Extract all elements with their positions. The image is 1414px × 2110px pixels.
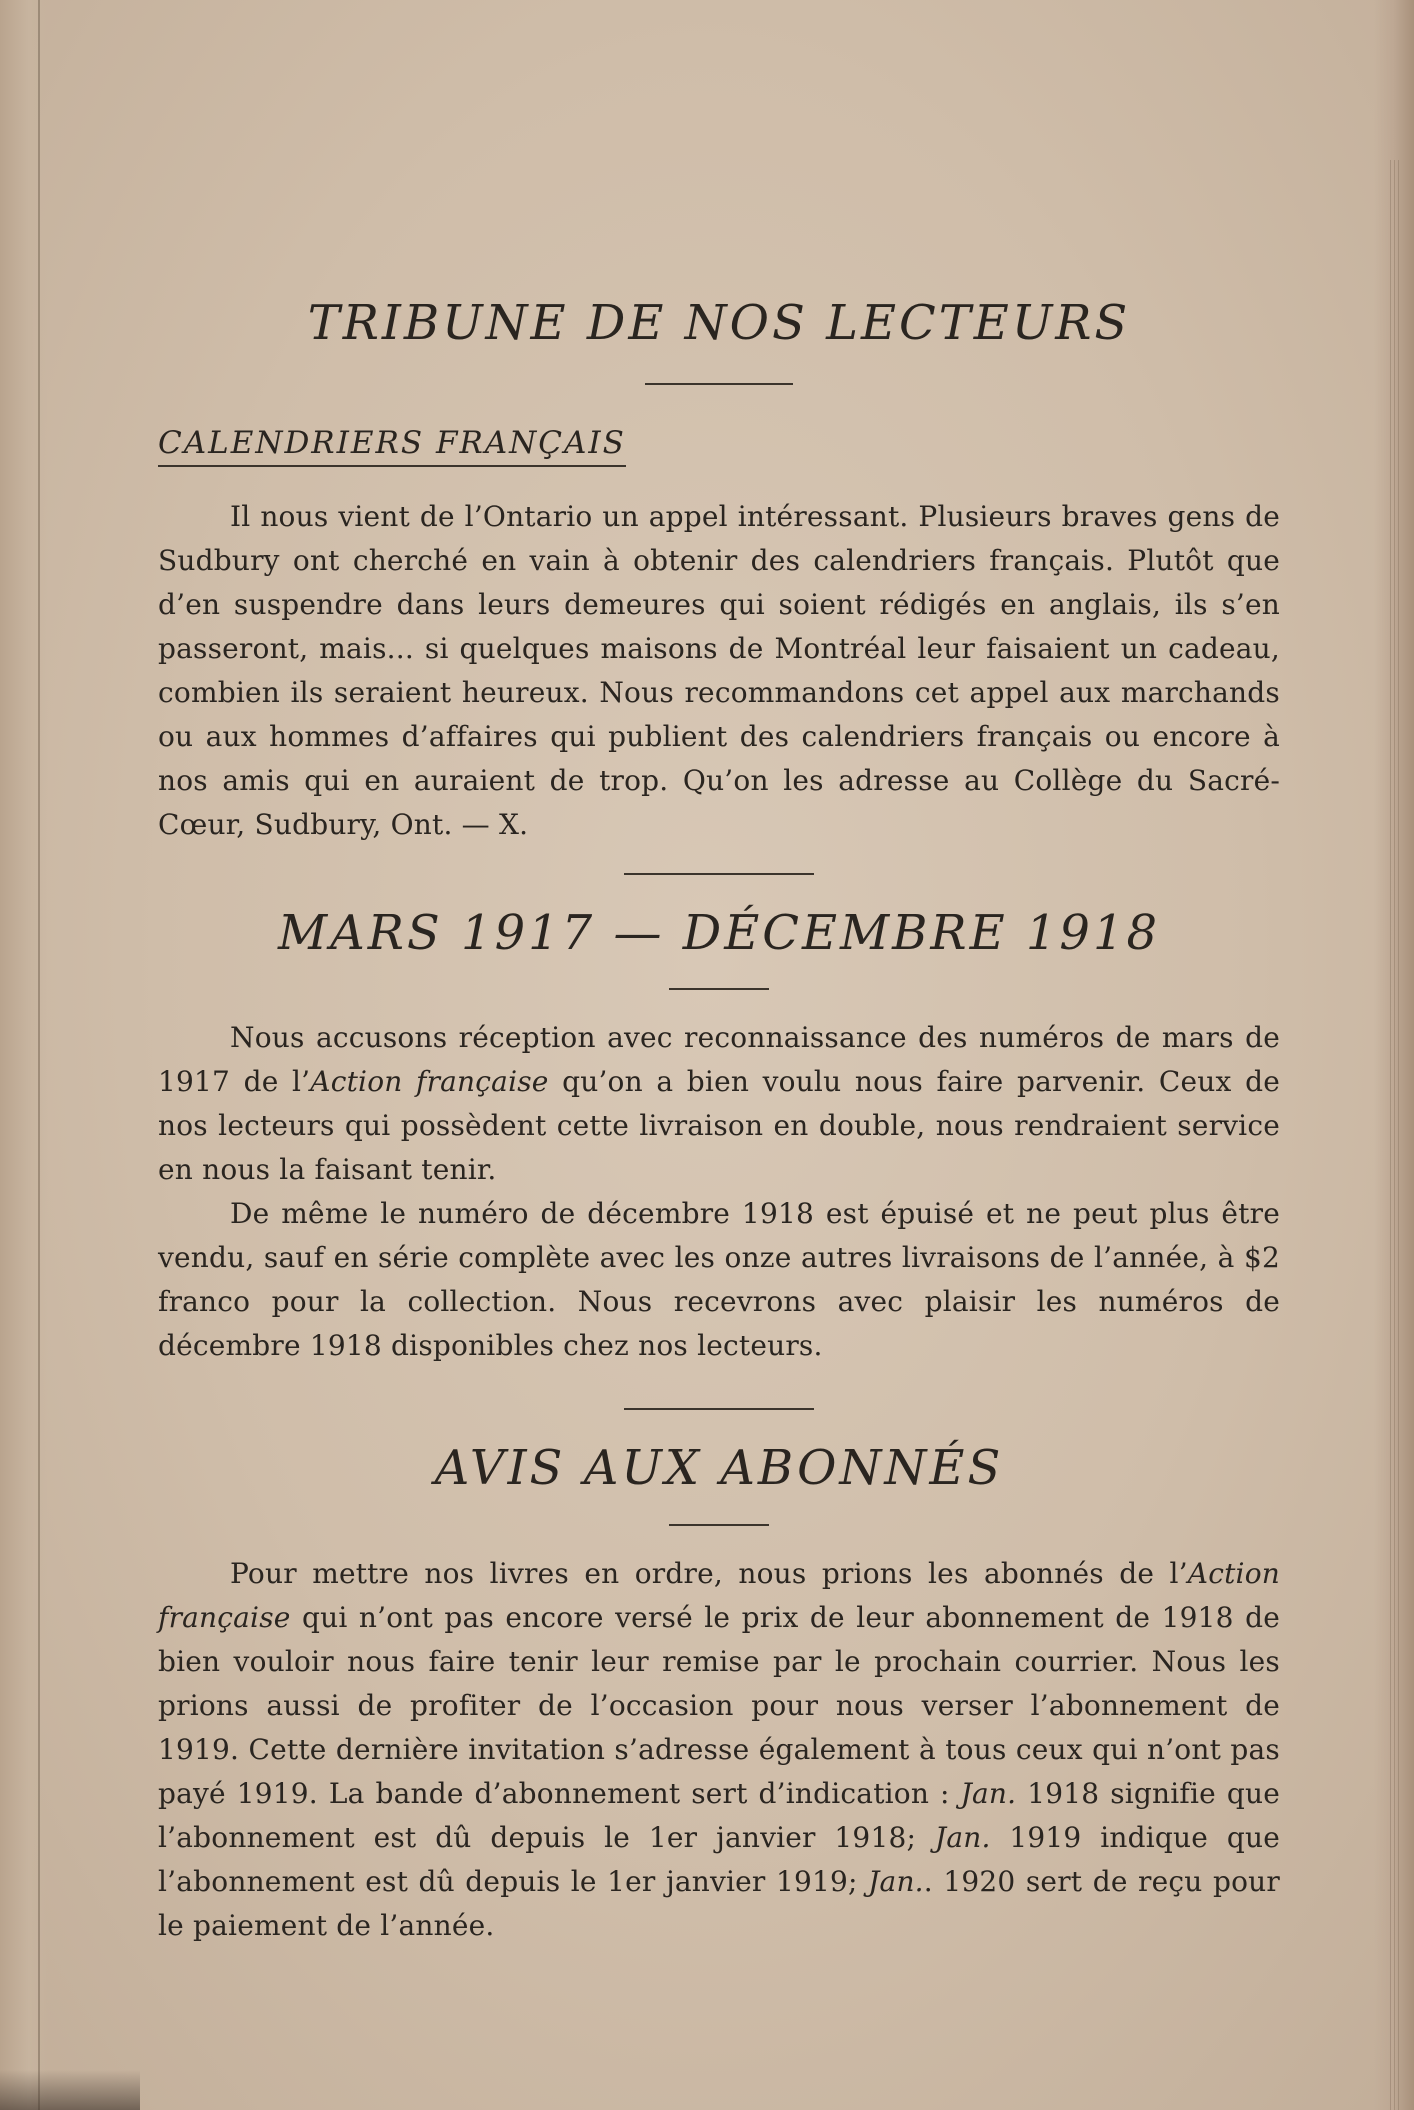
paragraph-calendriers: Il nous vient de l’Ontario un appel intéressant. Plusieurs braves gens de Sudbury ont cherché en vain à obtenir des calendriers français. Plutôt que d’en suspendre dans leurs demeures qui soient rédigés en anglais, ils s’en passeront, mais... si quelques maisons de Montréal leur faisaient un cadeau, combien ils seraient heureux. Nous recommandons cet appel aux marchands ou aux hommes d’affaires qui publient des calendriers français ou encore à nos amis qui en auraient de trop. Qu’on les adresse au Collège du Sacré-Cœur, Sudbury, Ont. — X. (158, 499, 1280, 841)
paragraph-text: 1918 signifie que l’abonnement est dû depuis le 1er janvier 1918; (158, 1776, 1280, 1854)
paragraph-text: Nous accusons réception avec reconnaissance des numéros de mars de 1917 de l’ (158, 1021, 1280, 1099)
section-rule (624, 1408, 814, 1410)
page-content (158, 295, 1280, 1948)
journal-title: Action française (310, 1065, 549, 1099)
section-rule (669, 1524, 769, 1526)
paragraph-text: 1919 indique que l’abonnement est dû depuis le 1er janvier 1919; (158, 1820, 1280, 1898)
page-stack-lines (1390, 160, 1400, 2110)
abbreviation: Jan. (960, 1776, 1017, 1810)
paragraph-text: qui n’ont pas encore versé le prix de leur abonnement de 1918 de bien vouloir nous faire tenir leur remise par le prochain courrier. Nous les prions aussi de profiter de l’occasion pour nous verser l’abonnement de 1919. Cette dernière invitation s’adresse également à tous ceux qui n’ont pas payé 1919. La bande d’abonnement sert d’indication : (158, 1600, 1280, 1810)
journal-title: Action française (158, 1556, 1280, 1634)
paragraph-text: qu’on a bien voulu nous faire parvenir. Ceux de nos lecteurs qui possèdent cette livraison en double, nous rendraient service en nous la faisant tenir. (158, 1065, 1280, 1187)
abbreviation: Jan. (868, 1864, 924, 1898)
section-rule (624, 873, 814, 875)
paragraph-text: Pour mettre nos livres en ordre, nous prions les abonnés de l’ (230, 1556, 1188, 1590)
abbreviation: Jan. (934, 1820, 991, 1854)
paragraph-decembre: De même le numéro de décembre 1918 est épuisé et ne peut plus être vendu, sauf en série complète avec les onze autres livraisons de l’année, à $2 franco pour la collection. Nous recevrons avec plaisir les numéros de décembre 1918 disponibles chez nos lecteurs. (158, 1197, 1280, 1363)
corner-shadow (0, 2070, 140, 2110)
section-title-mars-decembre: MARS 1917 — DÉCEMBRE 1918 (277, 904, 1161, 961)
section-rule (645, 383, 793, 385)
section-title-avis: AVIS AUX ABONNÉS (434, 1440, 1004, 1497)
page-left-edge (0, 0, 48, 2110)
subsection-title-calendriers: CALENDRIERS FRANÇAIS (158, 425, 626, 467)
binding-line (38, 0, 40, 2110)
paragraph-avis (158, 1552, 1280, 1948)
paragraph-reception (158, 1016, 1280, 1192)
section-rule (669, 988, 769, 990)
section-title-tribune: TRIBUNE DE NOS LECTEURS (307, 295, 1131, 351)
paragraph-text: . 1920 sert de reçu pour le paiement de l’année. (158, 1864, 1280, 1942)
